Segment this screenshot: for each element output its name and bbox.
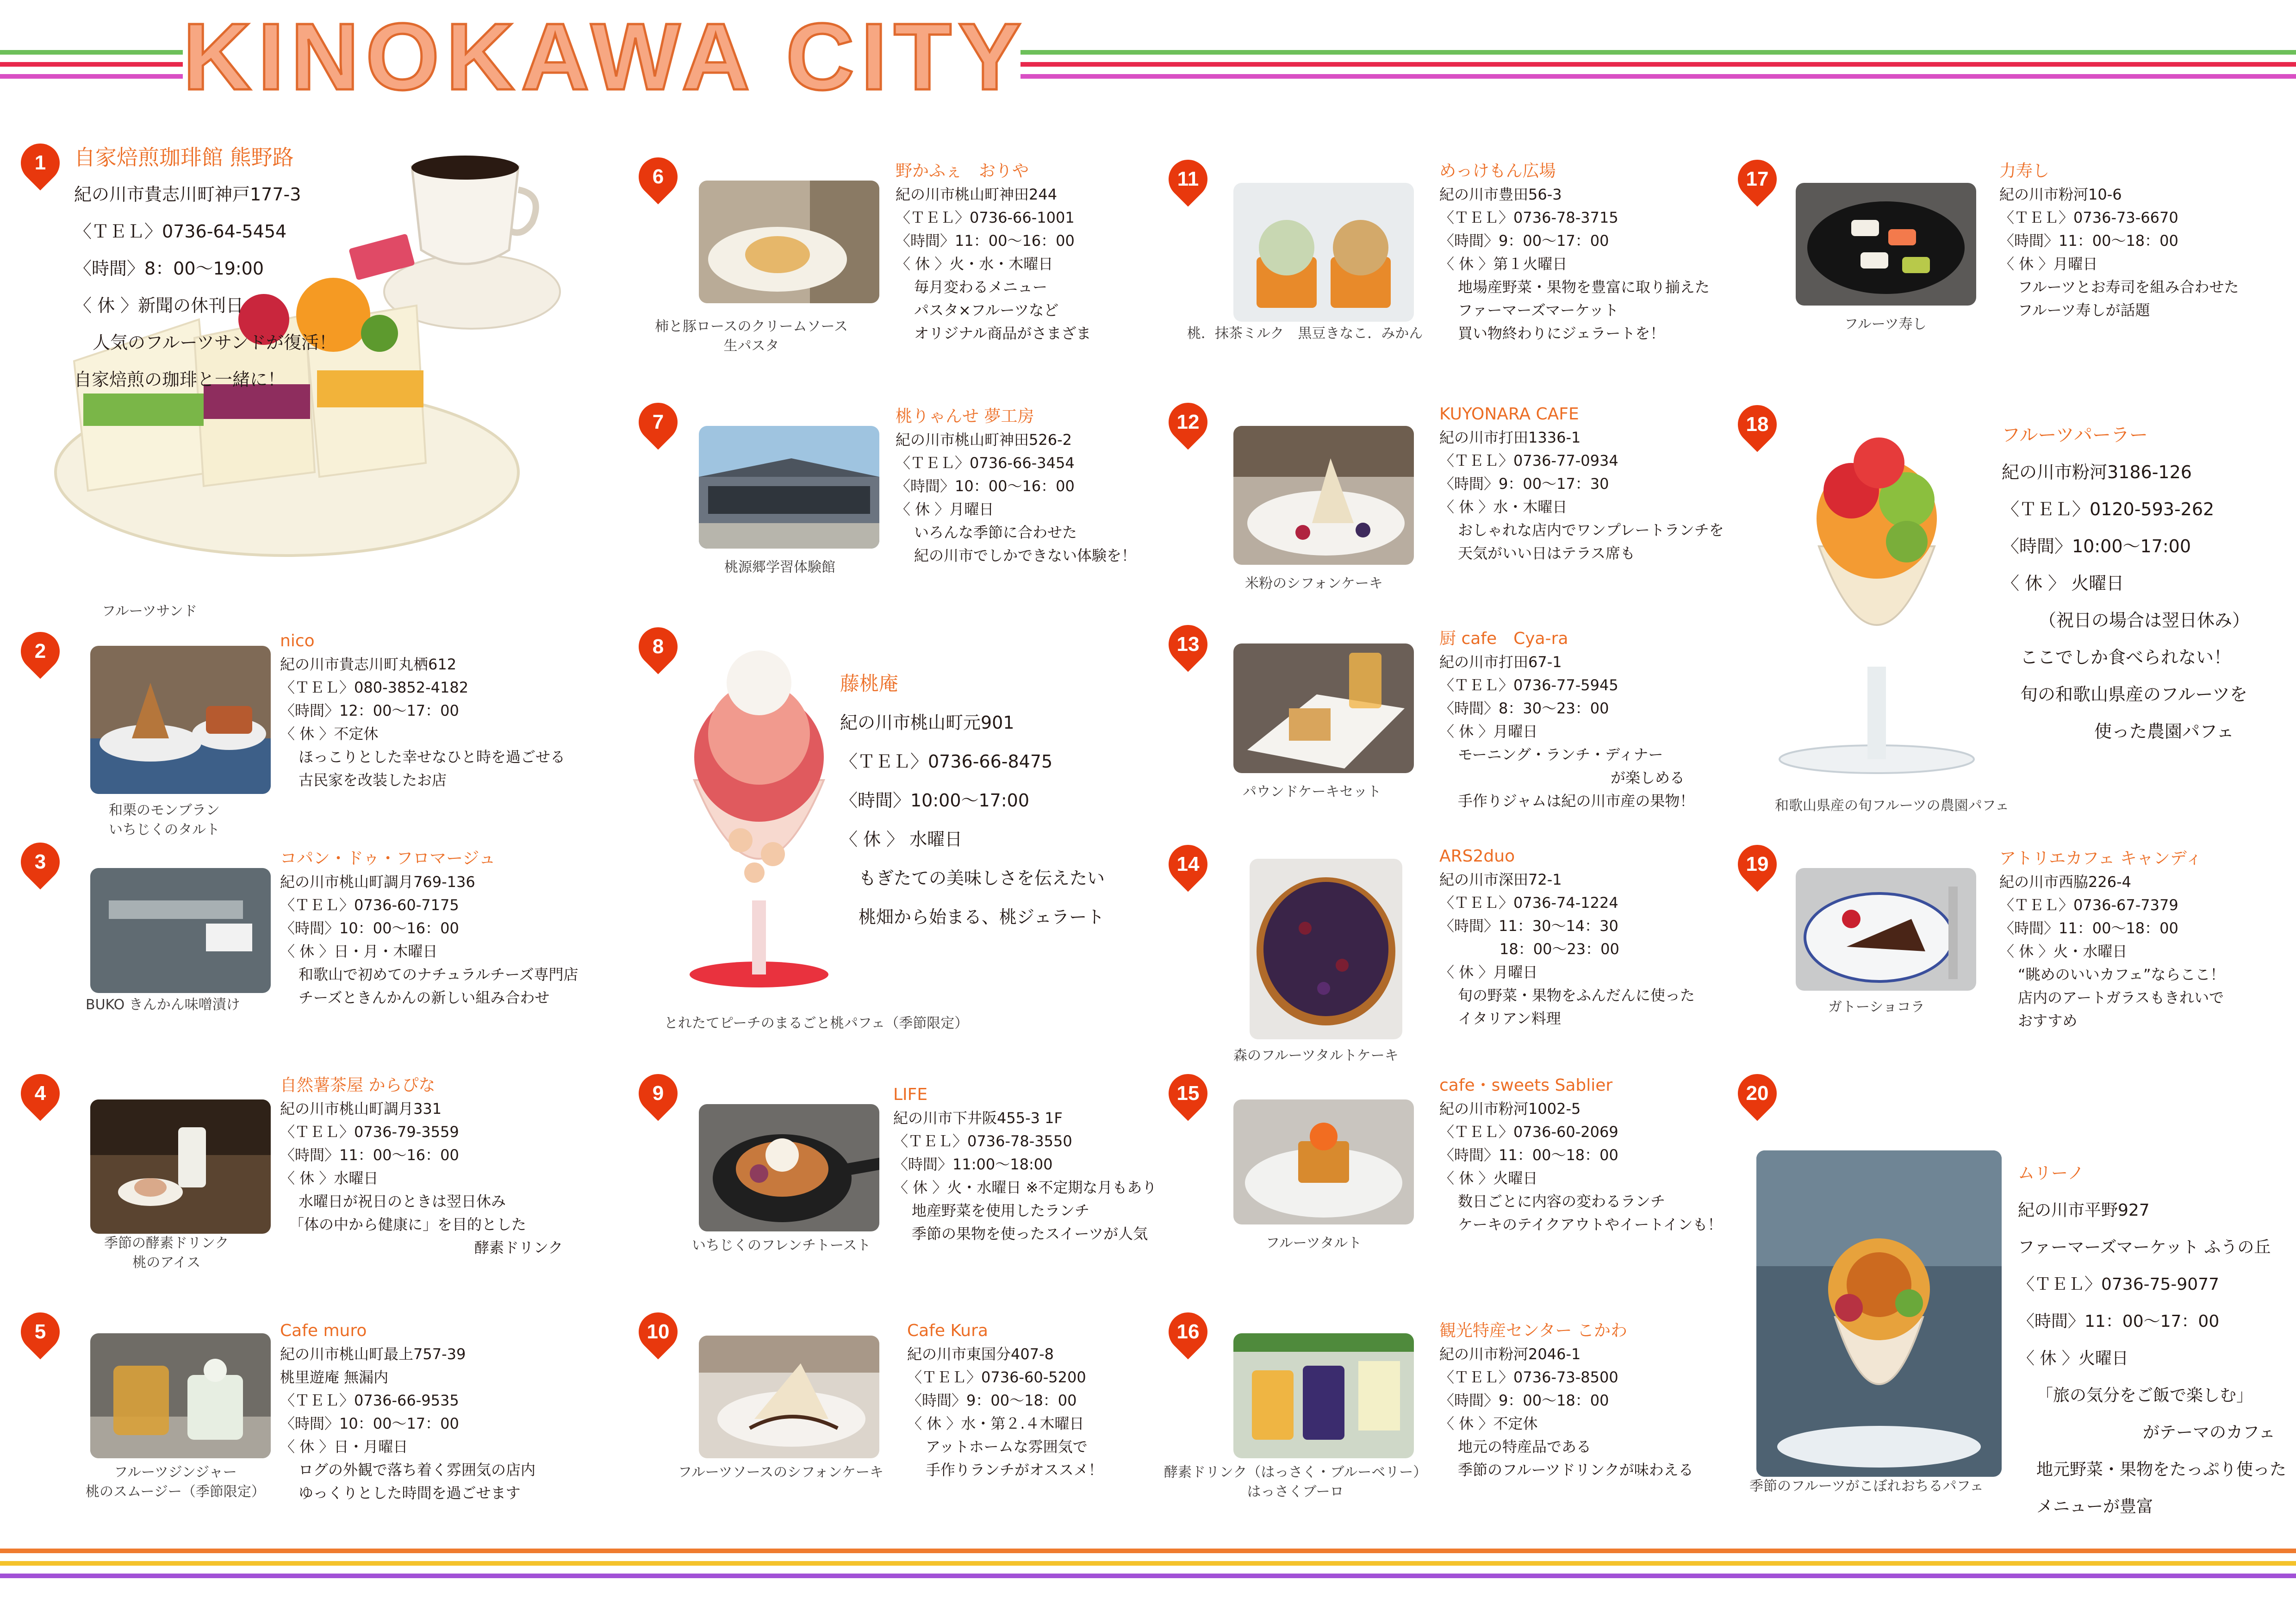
shop-info-9 (893, 1083, 1157, 1245)
shop-address-17: 紀の川市粉河10-6 (1999, 186, 2122, 203)
shop-tel-13: 〈ＴＥＬ〉0736-77-5945 (1439, 676, 1618, 694)
shop-address-1: 紀の川市貴志川町神戸177-3 (74, 184, 301, 205)
shop-closed-19: 〈 休 〉火・水曜日 (1999, 943, 2128, 960)
header-stripe-red-right (1020, 62, 2296, 67)
page-title: KINOKAWA CITY (183, 4, 1028, 110)
pin-marker-5: 5 (13, 1305, 68, 1360)
shop-hours-20: 〈時間〉11：00～17：00 (2018, 1312, 2220, 1331)
shop-closed-11: 〈 休 〉第１火曜日 (1439, 255, 1568, 273)
shop-desc-13b: が楽しめる (1611, 769, 1685, 787)
shop-info-19 (1999, 847, 2225, 1032)
shop-desc-20a: 「旅の気分をご飯で楽しむ」 (2036, 1386, 2253, 1405)
shop-desc-11c: 買い物終わりにジェラートを！ (1458, 325, 1665, 342)
shop-name-18: フルーツパーラー (2002, 425, 2148, 446)
shop-address-3: 紀の川市桃山町調月769-136 (280, 873, 475, 891)
shop-desc-2a: ほっこりとした幸せなひと時を過ごせる (299, 748, 566, 766)
shop-hours-17: 〈時間〉11：00～18：00 (1999, 232, 2178, 250)
shop-caption-6: 柿と豚ロースのクリームソース 生パスタ (655, 319, 848, 354)
shop-desc-4b: 「体の中から健康に」を目的とした (289, 1216, 527, 1233)
pin-marker-7: 7 (631, 395, 686, 450)
shop-desc-19a: “眺めのいいカフェ”ならここ！ (2018, 966, 2225, 983)
shop-hours-11: 〈時間〉9：00～17：00 (1439, 232, 1609, 250)
shop-name-14: ARS2duo (1439, 847, 1515, 866)
shop-tel-1: 〈ＴＥＬ〉0736-64-5454 (74, 221, 287, 242)
shop-desc-7a: いろんな季節に合わせた (914, 524, 1077, 541)
pin-marker-18: 18 (1730, 397, 1785, 452)
footer-stripe-yellow (0, 1561, 2296, 1566)
shop-photo-6 (699, 181, 879, 303)
header-stripe-magenta-right (1020, 74, 2296, 79)
shop-desc-18a: ここでしか食べられない！ (2020, 647, 2232, 668)
header-stripe-green-right (1020, 50, 2296, 55)
shop-tel-20: 〈ＴＥＬ〉0736-75-9077 (2018, 1275, 2220, 1294)
shop-name-3: コパン・ドゥ・フロマージュ (280, 849, 496, 868)
shop-info-3 (280, 847, 578, 1009)
shop-desc-12a: おしゃれな店内でワンプレートランチを (1458, 521, 1724, 539)
shop-caption-2: 和栗のモンブラン いちじくのタルト (109, 802, 220, 838)
shop-desc-8b: 桃畑から始まる、桃ジェラート (859, 907, 1105, 927)
shop-desc-17a: フルーツとお寿司を組み合わせた (2018, 278, 2239, 296)
shop-address-20: 紀の川市平野927 (2018, 1201, 2150, 1220)
shop-tel-17: 〈ＴＥＬ〉0736-73-6670 (1999, 209, 2178, 226)
shop-desc-18c: 使った農園パフェ (2094, 721, 2234, 742)
shop-caption-19: ガトーショコラ (1828, 999, 1925, 1015)
shop-caption-1: フルーツサンド (102, 603, 198, 619)
shop-info-14 (1439, 845, 1695, 1030)
pin-marker-9: 9 (631, 1066, 686, 1121)
shop-photo-7 (699, 426, 879, 549)
shop-photo-18 (1768, 407, 1985, 778)
shop-info-1 (74, 139, 336, 398)
shop-photo-4 (90, 1099, 271, 1234)
shop-photo-10 (699, 1336, 879, 1458)
shop-closed-14: 〈 休 〉月曜日 (1439, 963, 1538, 981)
shop-info-5 (280, 1319, 535, 1505)
shop-tel-11: 〈ＴＥＬ〉0736-78-3715 (1439, 209, 1618, 226)
shop-photo-9 (699, 1104, 879, 1231)
shop-desc-6a: 毎月変わるメニュー (914, 278, 1048, 296)
shop-caption-17: フルーツ寿し (1844, 316, 1927, 332)
shop-name-9: LIFE (893, 1085, 928, 1104)
shop-desc-10a: アットホームな雰囲気で (926, 1438, 1088, 1455)
shop-caption-7: 桃源郷学習体験館 (724, 559, 835, 575)
shop-desc-11a: 地場産野菜・果物を豊富に取り揃えた (1458, 278, 1710, 296)
shop-desc-15b: ケーキのテイクアウトやイートインも！ (1458, 1216, 1723, 1233)
shop-closed-13: 〈 休 〉月曜日 (1439, 723, 1538, 740)
shop-desc-10b: 手作りランチがオススメ！ (926, 1461, 1103, 1479)
shop-tel-15: 〈ＴＥＬ〉0736-60-2069 (1439, 1123, 1618, 1141)
shop-name-17: 力寿し (1999, 162, 2050, 181)
shop-building-20: ファーマーズマーケット ふうの丘 (2018, 1238, 2271, 1257)
shop-photo-19 (1796, 868, 1976, 991)
shop-closed-4: 〈 休 〉水曜日 (280, 1169, 379, 1187)
shop-hours-9: 〈時間〉11:00～18:00 (893, 1156, 1053, 1173)
shop-closed-2: 〈 休 〉不定休 (280, 725, 379, 743)
shop-address-15: 紀の川市粉河1002-5 (1439, 1100, 1581, 1118)
shop-desc-1b: 自家焙煎の珈琲と一緒に！ (74, 369, 286, 390)
shop-desc-3b: チーズときんかんの新しい組み合わせ (299, 989, 550, 1006)
shop-info-12 (1439, 403, 1724, 565)
pin-marker-2: 2 (13, 624, 68, 679)
shop-tel-14: 〈ＴＥＬ〉0736-74-1224 (1439, 894, 1618, 912)
pin-marker-4: 4 (13, 1066, 68, 1121)
shop-desc-5a: ログの外観で落ち着く雰囲気の店内 (299, 1461, 536, 1479)
shop-photo-8 (676, 641, 842, 993)
shop-closed-16: 〈 休 〉不定休 (1439, 1415, 1538, 1432)
pin-marker-13: 13 (1161, 617, 1216, 672)
shop-desc-5b: ゆっくりとした時間を過ごせます (299, 1484, 521, 1502)
shop-hours-18: 〈時間〉10:00～17:00 (2002, 536, 2191, 556)
shop-desc-9a: 地産野菜を使用したランチ (912, 1202, 1090, 1219)
footer-stripe-purple (0, 1574, 2296, 1578)
shop-caption-14: 森のフルーツタルトケーキ (1233, 1048, 1399, 1064)
shop-photo-5 (90, 1333, 271, 1458)
shop-address-4: 紀の川市桃山町調月331 (280, 1100, 442, 1118)
shop-tel-16: 〈ＴＥＬ〉0736-73-8500 (1439, 1368, 1618, 1386)
shop-info-13 (1439, 627, 1694, 812)
shop-caption-11: 桃．抹茶ミルク 黒豆きなこ．みかん (1187, 325, 1423, 342)
header-stripe-magenta-left (0, 74, 183, 79)
shop-closed-note-18: （祝日の場合は翌日休み） (2039, 610, 2250, 631)
shop-name-19: アトリエカフェ キャンディ (1999, 849, 2203, 868)
shop-tel-8: 〈ＴＥＬ〉0736-66-8475 (840, 751, 1053, 772)
shop-hours-13: 〈時間〉8：30～23：00 (1439, 700, 1609, 717)
shop-hours-1: 〈時間〉8：00～19:00 (74, 258, 264, 279)
shop-closed-15: 〈 休 〉火曜日 (1439, 1169, 1538, 1187)
pin-marker-17: 17 (1730, 152, 1785, 207)
shop-tel-4: 〈ＴＥＬ〉0736-79-3559 (280, 1123, 459, 1141)
shop-hours-8: 〈時間〉10:00～17:00 (840, 790, 1030, 811)
shop-caption-15: フルーツタルト (1266, 1235, 1362, 1251)
shop-caption-8: とれたてピーチのまるごと桃パフェ（季節限定） (664, 1015, 969, 1031)
shop-desc-16a: 地元の特産品である (1458, 1438, 1592, 1455)
footer-stripe-orange (0, 1549, 2296, 1553)
shop-closed-5: 〈 休 〉日・月曜日 (280, 1438, 408, 1455)
shop-caption-20: 季節のフルーツがこぼれおちるパフェ (1749, 1478, 1984, 1494)
pin-marker-20: 20 (1730, 1066, 1785, 1121)
shop-photo-12 (1233, 426, 1414, 565)
shop-desc-19b: 店内のアートガラスもきれいで (2018, 989, 2224, 1006)
shop-info-10 (907, 1319, 1103, 1481)
shop-hours-4: 〈時間〉11：00～16：00 (280, 1146, 459, 1164)
shop-hours-15: 〈時間〉11：00～18：00 (1439, 1146, 1618, 1164)
shop-hours-14: 〈時間〉11：30～14：30 (1439, 917, 1618, 935)
shop-tel-7: 〈ＴＥＬ〉0736-66-3454 (896, 454, 1075, 472)
shop-hours-19: 〈時間〉11：00～18：00 (1999, 919, 2178, 937)
shop-name-20: ムリーノ (2018, 1164, 2084, 1183)
pin-marker-11: 11 (1161, 152, 1216, 207)
shop-photo-14 (1250, 859, 1402, 1039)
pin-marker-14: 14 (1161, 837, 1216, 892)
shop-name-12: KUYONARA CAFE (1439, 405, 1579, 424)
shop-desc-20b: がテーマのカフェ (2143, 1423, 2276, 1442)
shop-name-10: Cafe Kura (907, 1321, 988, 1340)
shop-desc-7b: 紀の川市でしかできない体験を！ (914, 547, 1137, 564)
shop-address-2: 紀の川市貴志川町丸栖612 (280, 656, 457, 673)
shop-info-18 (2002, 417, 2250, 750)
pin-marker-19: 19 (1730, 837, 1785, 892)
shop-photo-15 (1233, 1099, 1414, 1224)
shop-desc-13c: 手作りジャムは紀の川市産の果物！ (1458, 792, 1695, 810)
shop-address-16: 紀の川市粉河2046-1 (1439, 1345, 1581, 1363)
shop-tel-18: 〈ＴＥＬ〉0120-593-262 (2002, 499, 2215, 519)
pin-marker-12: 12 (1161, 395, 1216, 450)
shop-name-13: 厨 cafe Cya-ra (1439, 629, 1568, 648)
shop-info-20 (2018, 1155, 2286, 1525)
shop-desc-8a: もぎたての美味しさを伝えたい (859, 868, 1105, 888)
shop-desc-16b: 季節のフルーツドリンクが味わえる (1458, 1461, 1693, 1479)
shop-desc-13a: モーニング・ランチ・ディナー (1458, 746, 1663, 763)
header-stripe-green-left (0, 50, 183, 55)
shop-info-8 (840, 664, 1105, 937)
shop-hours-12: 〈時間〉9：00～17：30 (1439, 475, 1609, 493)
shop-desc-4a: 水曜日が祝日のときは翌日休み (299, 1193, 506, 1210)
pin-marker-3: 3 (13, 835, 68, 890)
shop-caption-10: フルーツソースのシフォンケーキ (678, 1464, 884, 1480)
shop-info-11 (1439, 160, 1710, 345)
shop-caption-3: BUKO きんかん味噌漬け (86, 997, 240, 1013)
shop-address-12: 紀の川市打田1336-1 (1439, 429, 1581, 446)
shop-tel-6: 〈ＴＥＬ〉0736-66-1001 (896, 209, 1075, 226)
shop-hours-16: 〈時間〉9：00～18：00 (1439, 1392, 1609, 1409)
shop-tel-10: 〈ＴＥＬ〉0736-60-5200 (907, 1368, 1086, 1386)
shop-info-17 (1999, 160, 2239, 322)
shop-desc-18b: 旬の和歌山県産のフルーツを (2020, 684, 2247, 705)
shop-address-6: 紀の川市桃山町神田244 (896, 186, 1058, 203)
shop-closed-18: 〈 休 〉 火曜日 (2002, 573, 2124, 593)
shop-hours-3: 〈時間〉10：00～16：00 (280, 919, 459, 937)
shop-info-15 (1439, 1074, 1723, 1236)
shop-tel-19: 〈ＴＥＬ〉0736-67-7379 (1999, 896, 2178, 914)
shop-desc-20d: メニューが豊富 (2036, 1497, 2153, 1516)
shop-address-10: 紀の川市東国分407-8 (907, 1345, 1054, 1363)
shop-name-15: cafe・sweets Sablier (1439, 1076, 1613, 1095)
pin-marker-8: 8 (631, 619, 686, 675)
shop-hours-2: 〈時間〉12：00～17：00 (280, 702, 459, 719)
shop-name-5: Cafe muro (280, 1321, 367, 1340)
shop-building-5: 桃里遊庵 無漏内 (280, 1368, 389, 1386)
shop-info-2 (280, 630, 565, 792)
shop-info-7 (896, 405, 1136, 567)
shop-closed-20: 〈 休 〉火曜日 (2018, 1349, 2128, 1368)
header-stripe-red-left (0, 62, 183, 67)
shop-desc-9b: 季節の果物を使ったスイーツが人気 (912, 1225, 1148, 1243)
shop-desc-14a: 旬の野菜・果物をふんだんに使った (1458, 987, 1695, 1004)
shop-tel-5: 〈ＴＥＬ〉0736-66-9535 (280, 1392, 459, 1409)
shop-desc-11b: ファーマーズマーケット (1458, 301, 1619, 319)
shop-address-7: 紀の川市桃山町神田526-2 (896, 431, 1072, 449)
shop-desc-6b: パスタ×フルーツなど (914, 301, 1059, 319)
shop-caption-9: いちじくのフレンチトースト (692, 1237, 871, 1254)
shop-name-4: 自然薯茶屋 からぴな (280, 1076, 436, 1095)
shop-hours-14b: 18：00～23：00 (1500, 940, 1619, 958)
shop-caption-12: 米粉のシフォンケーキ (1245, 575, 1383, 592)
pin-marker-1: 1 (13, 136, 68, 191)
shop-name-7: 桃りゃんせ 夢工房 (896, 407, 1034, 426)
shop-desc-4c: 酵素ドリンク (474, 1239, 563, 1256)
shop-desc-2b: 古民家を改装したお店 (299, 771, 447, 789)
pin-marker-16: 16 (1161, 1305, 1216, 1360)
shop-tel-12: 〈ＴＥＬ〉0736-77-0934 (1439, 452, 1618, 469)
shop-desc-15a: 数日ごとに内容の変わるランチ (1458, 1193, 1666, 1210)
shop-photo-13 (1233, 643, 1414, 773)
shop-caption-18: 和歌山県産の旬フルーツの農園パフェ (1775, 798, 2010, 814)
shop-closed-3: 〈 休 〉日・月・木曜日 (280, 943, 438, 960)
shop-photo-3 (90, 868, 271, 993)
shop-tel-3: 〈ＴＥＬ〉0736-60-7175 (280, 896, 459, 914)
pin-marker-10: 10 (631, 1305, 686, 1360)
shop-closed-17: 〈 休 〉月曜日 (1999, 255, 2098, 273)
shop-address-19: 紀の川市西脇226-4 (1999, 873, 2131, 891)
shop-address-18: 紀の川市粉河3186-126 (2002, 462, 2192, 482)
shop-photo-2 (90, 646, 271, 794)
shop-desc-12b: 天気がいい日はテラス席も (1458, 544, 1636, 562)
shop-hours-10: 〈時間〉9：00～18：00 (907, 1392, 1077, 1409)
shop-closed-10: 〈 休 〉水・第２.４木曜日 (907, 1415, 1084, 1432)
shop-desc-19c: おすすめ (2018, 1012, 2078, 1030)
shop-closed-7: 〈 休 〉月曜日 (896, 500, 994, 518)
shop-caption-4: 季節の酵素ドリンク 桃のアイス (104, 1235, 229, 1271)
shop-closed-1: 〈 休 〉新聞の休刊日 (74, 295, 244, 316)
shop-address-9: 紀の川市下井阪455-3 1F (893, 1109, 1063, 1127)
shop-address-5: 紀の川市桃山町最上757-39 (280, 1345, 466, 1363)
shop-address-13: 紀の川市打田67-1 (1439, 653, 1562, 671)
shop-name-2: nico (280, 631, 315, 650)
shop-desc-1a: 人気のフルーツサンドが復活！ (93, 332, 337, 353)
shop-desc-6c: オリジナル商品がさまざま (914, 325, 1091, 342)
pin-marker-15: 15 (1161, 1066, 1216, 1121)
shop-closed-6: 〈 休 〉火・水・木曜日 (896, 255, 1053, 273)
shop-hours-6: 〈時間〉11：00～16：00 (896, 232, 1075, 250)
shop-address-11: 紀の川市豊田56-3 (1439, 186, 1562, 203)
shop-tel-9: 〈ＴＥＬ〉0736-78-3550 (893, 1132, 1072, 1150)
shop-caption-16: 酵素ドリンク（はっさく・ブルーベリー） はっさくブーロ (1164, 1464, 1427, 1500)
shop-closed-9: 〈 休 〉火・水曜日 ※不定期な月もあり (893, 1179, 1157, 1196)
shop-tel-2: 〈ＴＥＬ〉080-3852-4182 (280, 679, 469, 696)
shop-name-1: 自家焙煎珈琲館 熊野路 (74, 145, 294, 170)
shop-address-8: 紀の川市桃山町元901 (840, 712, 1014, 733)
shop-photo-16 (1233, 1333, 1414, 1458)
shop-closed-12: 〈 休 〉水・木曜日 (1439, 498, 1568, 516)
shop-caption-13: パウンドケーキセット (1243, 784, 1381, 800)
pin-marker-6: 6 (631, 150, 686, 205)
shop-caption-5: フルーツジンジャー 桃のスムージー（季節限定） (86, 1464, 265, 1500)
shop-name-16: 観光特産センター こかわ (1439, 1321, 1628, 1340)
shop-name-6: 野かふぇ おりや (896, 162, 1029, 181)
shop-address-14: 紀の川市深田72-1 (1439, 871, 1562, 888)
shop-photo-20 (1756, 1150, 2002, 1477)
shop-desc-3a: 和歌山で初めてのナチュラルチーズ専門店 (299, 966, 579, 983)
shop-info-16 (1439, 1319, 1693, 1481)
shop-desc-14b: イタリアン料理 (1458, 1010, 1561, 1027)
shop-info-4 (280, 1074, 563, 1259)
shop-name-11: めっけもん広場 (1439, 162, 1556, 181)
shop-closed-8: 〈 休 〉 水曜日 (840, 829, 963, 849)
shop-desc-20c: 地元野菜・果物をたっぷり使った (2036, 1460, 2287, 1479)
shop-name-8: 藤桃庵 (840, 672, 899, 695)
shop-hours-5: 〈時間〉10：00～17：00 (280, 1415, 459, 1432)
shop-desc-17b: フルーツ寿しが話題 (2018, 301, 2150, 319)
shop-info-6 (896, 160, 1091, 345)
shop-photo-11 (1233, 183, 1414, 322)
shop-photo-17 (1796, 183, 1976, 306)
shop-hours-7: 〈時間〉10：00～16：00 (896, 477, 1075, 495)
